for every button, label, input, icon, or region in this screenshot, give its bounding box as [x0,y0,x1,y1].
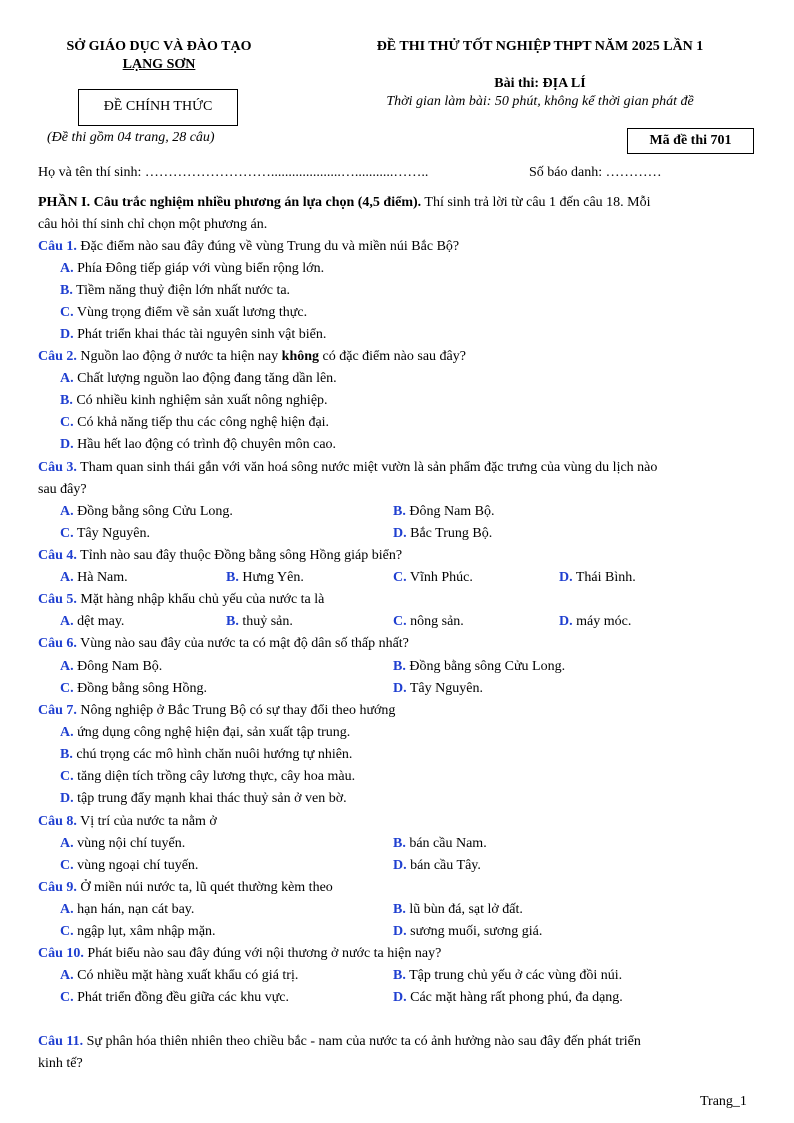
q6-option-c: C. Đồng bằng sông Hồng. [60,681,208,696]
question-11-cont: kinh tế? [38,1056,83,1071]
q2-option-d: D. Hầu hết lao động có trình độ chuyên môn cao. [60,437,337,452]
question-9: Câu 9. Ở miền núi nước ta, lũ quét thường kèm theo [38,880,333,895]
q4-option-d: D. Thái Bình. [559,570,636,585]
q6-option-d: D. Tây Nguyên. [393,681,483,696]
q9-option-c: C. ngập lụt, xâm nhập mặn. [60,924,216,939]
part1-line1 [38,192,651,214]
question-3-cont: sau đây? [38,482,87,497]
q9-option-d: D. sương muối, sương giá. [393,924,543,939]
q5-option-b: B. thuỷ sản. [226,614,293,629]
question-1 [38,236,459,258]
q5-option-c: C. nông sản. [393,614,464,629]
question-7: Câu 7. Nông nghiệp ở Bắc Trung Bộ có sự thay đổi theo hướng [38,703,396,718]
candidate-name-line: Họ và tên thí sinh: ………………………....................…...........…….. [38,165,429,180]
question-6: Câu 6. Vùng nào sau đây của nước ta có mật độ dân số thấp nhất? [38,636,409,651]
part1-title: PHẦN I. Câu trắc nghiệm nhiều phương án lựa chọn (4,5 điểm). [38,195,422,210]
q1-option-c: C. Vùng trọng điểm về sản xuất lương thực. [60,305,308,320]
q3-option-c: C. Tây Nguyên. [60,526,150,541]
q5-option-a: A. dệt may. [60,614,125,629]
q4-option-b: B. Hưng Yên. [226,570,304,585]
q6-option-a: A. Đông Nam Bộ. [60,659,163,674]
q4-option-c: C. Vĩnh Phúc. [393,570,473,585]
q10-option-d: D. Các mặt hàng rất phong phú, đa dạng. [393,990,623,1005]
pages-note: (Đề thi gồm 04 trang, 28 câu) [47,130,215,145]
question-text: Đặc điểm nào sau đây đúng về vùng Trung du và miền núi Bắc Bộ? [76,239,460,254]
q9-option-a: A. hạn hán, nạn cát bay. [60,902,195,917]
q1-option-a: A. Phía Đông tiếp giáp với vùng biển rộng lớn. [60,261,325,276]
exam-code-box [627,128,754,154]
candidate-id-line: Số báo danh: ………… [529,165,662,180]
q10-option-a: A. Có nhiều mặt hàng xuất khẩu có giá trị. [60,968,299,983]
province-name: LẠNG SƠN [122,57,196,72]
q10-option-b: B. Tập trung chủ yếu ở các vùng đồi núi. [393,968,623,983]
q3-option-d: D. Bắc Trung Bộ. [393,526,493,541]
q7-option-a: A. ứng dụng công nghệ hiện đại, sản xuất tập trung. [60,725,351,740]
exam-title: ĐỀ THI THỬ TỐT NGHIỆP THPT NĂM 2025 LẦN 1 [376,39,704,54]
page-number: Trang_1 [700,1094,747,1109]
q8-option-b: B. bán cầu Nam. [393,836,487,851]
time-note: Thời gian làm bài: 50 phút, không kể thời gian phát đề [386,94,694,109]
part1-instruction: Thí sinh trả lời từ câu 1 đến câu 18. Mỗi [421,195,651,210]
question-2: Câu 2. Nguồn lao động ở nước ta hiện nay không có đặc điểm nào sau đây? [38,349,466,364]
q1-option-b: B. Tiềm năng thuỷ điện lớn nhất nước ta. [60,283,291,298]
q7-option-d: D. tập trung đẩy mạnh khai thác thuỷ sản ở ven bờ. [60,791,347,806]
official-exam-label: ĐỀ CHÍNH THỨC [103,99,213,114]
q10-option-c: C. Phát triển đồng đều giữa các khu vực. [60,990,290,1005]
q7-option-b: B. chú trọng các mô hình chăn nuôi hướng tự nhiên. [60,747,353,762]
q5-option-d: D. máy móc. [559,614,632,629]
question-11: Câu 11. Sự phân hóa thiên nhiên theo chiều bắc - nam của nước ta có ảnh hưởng nào sau đây đến phát triển [38,1034,641,1049]
question-4: Câu 4. Tỉnh nào sau đây thuộc Đồng bằng sông Hồng giáp biển? [38,548,403,563]
q3-option-a: A. Đồng bằng sông Cửu Long. [60,504,233,519]
question-5: Câu 5. Mặt hàng nhập khẩu chủ yếu của nước ta là [38,592,325,607]
q2-option-b: B. Có nhiều kinh nghiệm sản xuất nông nghiệp. [60,393,328,408]
exam-code: Mã đề thi 701 [649,133,732,148]
q9-option-b: B. lũ bùn đá, sạt lở đất. [393,902,523,917]
q1-option-d: D. Phát triển khai thác tài nguyên sinh vật biển. [60,327,327,342]
q8-option-d: D. bán cầu Tây. [393,858,481,873]
part1-instruction-2: câu hỏi thí sinh chỉ chọn một phương án. [38,217,268,232]
q3-option-b: B. Đông Nam Bộ. [393,504,495,519]
q7-option-c: C. tăng diện tích trồng cây lương thực, cây hoa màu. [60,769,356,784]
q4-option-a: A. Hà Nam. [60,570,128,585]
q2-option-c: C. Có khả năng tiếp thu các công nghệ hiện đại. [60,415,330,430]
question-label: Câu 1. [38,239,77,254]
q6-option-b: B. Đồng bằng sông Cửu Long. [393,659,566,674]
q8-option-a: A. vùng nội chí tuyến. [60,836,186,851]
question-8: Câu 8. Vị trí của nước ta nằm ở [38,814,217,829]
q8-option-c: C. vùng ngoại chí tuyến. [60,858,199,873]
department-name: SỞ GIÁO DỤC VÀ ĐÀO TẠO [66,39,252,54]
official-exam-box [78,89,238,126]
q2-option-a: A. Chất lượng nguồn lao động đang tăng dần lên. [60,371,337,386]
question-3: Câu 3. Tham quan sinh thái gắn với văn hoá sông nước miệt vườn là sản phẩm đặc trưng của vùng du lịch nào [38,460,658,475]
question-10: Câu 10. Phát biểu nào sau đây đúng với nội thương ở nước ta hiện nay? [38,946,442,961]
subject: Bài thi: ĐỊA LÍ [494,76,586,91]
